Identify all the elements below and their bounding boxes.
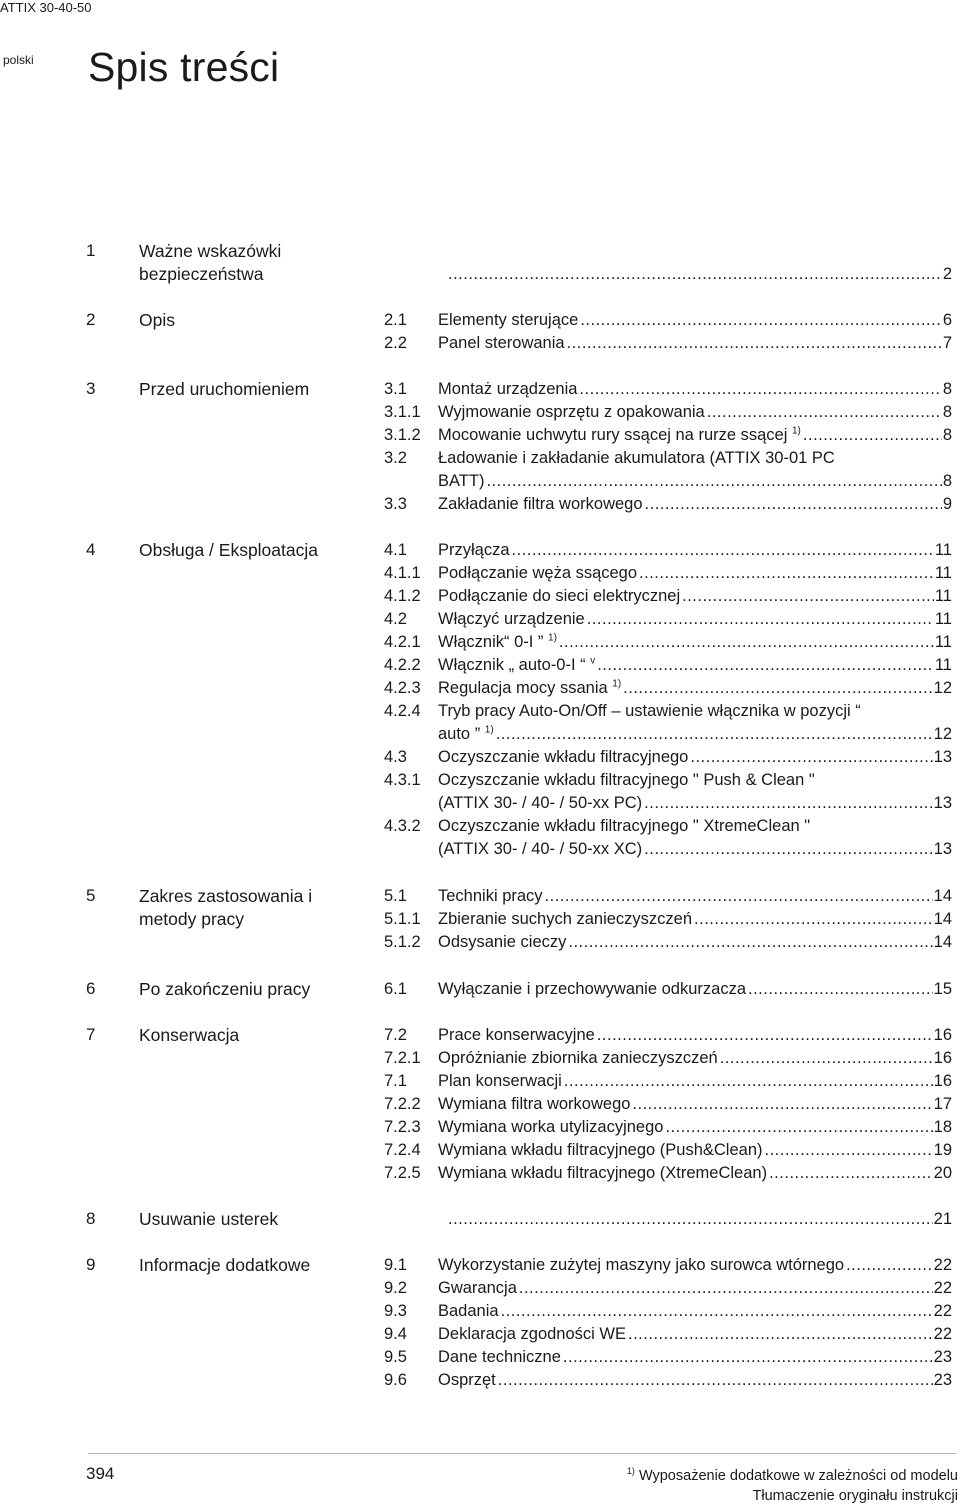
entry-leader (438, 493, 952, 516)
entry-page: 14 (933, 910, 952, 928)
toc-entry[interactable] (384, 447, 952, 470)
entry-page: 22 (933, 1256, 952, 1274)
entry-page: 8 (942, 472, 952, 490)
entry-text: Panel sterowania (438, 334, 565, 352)
entry-number: 4.3.2 (384, 817, 421, 835)
entry-leader (438, 1346, 952, 1369)
chapter-entries (384, 1024, 952, 1185)
entry-page: 11 (934, 656, 952, 674)
dot-leader (580, 309, 941, 332)
entry-number: 9.2 (384, 1279, 407, 1297)
entry-text: Prace konserwacyjne (438, 1026, 595, 1044)
footnote-line (627, 1466, 958, 1486)
toc-entry[interactable] (384, 769, 952, 792)
chapter-title[interactable]: Zakres zastosowania i metody pracy (139, 886, 313, 929)
entry-number: 5.1 (384, 887, 407, 905)
entry-page: 16 (933, 1072, 952, 1090)
chapter-entries (384, 978, 952, 1001)
entry-text: Mocowanie uchwytu rury ssącej na rurze ssącej (438, 426, 788, 444)
dot-leader (644, 792, 932, 815)
entry-number: 3.1.1 (384, 403, 421, 421)
dot-leader (579, 378, 941, 401)
entry-leader (438, 908, 952, 931)
entry-text: Oczyszczanie wkładu filtracyjnego " Push & Clean " (438, 771, 815, 789)
toc-entry[interactable] (384, 1277, 952, 1300)
entry-page: 11 (934, 541, 952, 559)
dot-leader (496, 723, 933, 746)
chapter-entries (384, 885, 952, 954)
entry-text: Deklaracja zgodności WE (438, 1325, 626, 1343)
chapter-title[interactable]: Po zakończeniu pracy (139, 979, 311, 999)
entry-page: 9 (942, 495, 952, 513)
language-label: polski (3, 53, 34, 67)
entry-number: 4.2 (384, 610, 407, 628)
entry-number: 4.1.1 (384, 564, 421, 582)
entry-page: 23 (933, 1348, 952, 1366)
entry-page: 21 (933, 1210, 952, 1228)
toc-entry[interactable] (384, 1047, 952, 1070)
entry-number: 3.1 (384, 380, 407, 398)
dot-leader (690, 746, 932, 769)
dot-leader (748, 978, 933, 1001)
chapter-title[interactable]: Przed uruchomieniem (139, 379, 310, 399)
entry-leader (438, 1277, 952, 1300)
entry-number: 7.2.4 (384, 1141, 421, 1159)
entry-number: 6.1 (384, 980, 407, 998)
toc-entry[interactable] (384, 309, 952, 332)
toc-entry[interactable] (384, 746, 952, 769)
chapter-number: 6 (86, 979, 96, 998)
entry-text: Włączyć urządzenie (438, 610, 585, 628)
toc-entry[interactable] (384, 1369, 952, 1392)
entry-leader (438, 1369, 952, 1392)
entry-text: Opróżnianie zbiornika zanieczyszczeń (438, 1049, 718, 1067)
entry-text: Włącznik“ 0-I ” (438, 633, 544, 651)
entry-leader (438, 746, 952, 769)
entry-number: 4.2.2 (384, 656, 421, 674)
entry-page: 13 (933, 748, 952, 766)
entry-page: 13 (933, 794, 952, 812)
entry-page: 17 (933, 1095, 952, 1113)
chapter-entries (384, 263, 952, 286)
entry-page: 14 (933, 887, 952, 905)
entry-text: Przyłącza (438, 541, 510, 559)
chapter-number: 5 (86, 886, 96, 905)
dot-leader (707, 401, 942, 424)
entry-page: 19 (933, 1141, 952, 1159)
dot-leader (545, 885, 933, 908)
toc-entry[interactable] (384, 539, 952, 562)
entry-leader (438, 332, 952, 355)
toc-entry[interactable] (384, 1300, 952, 1323)
entry-number: 4.1 (384, 541, 407, 559)
entry-text: Wymiana filtra workowego (438, 1095, 631, 1113)
toc-entry[interactable] (384, 332, 952, 355)
entry-number: 7.1 (384, 1072, 407, 1090)
dot-leader (519, 1277, 933, 1300)
chapter-number: 2 (86, 310, 96, 329)
toc-entry[interactable] (384, 1093, 952, 1116)
entry-number: 7.2.5 (384, 1164, 421, 1182)
dot-leader (694, 908, 933, 931)
chapter-number: 4 (86, 540, 96, 559)
entry-page: 11 (934, 610, 952, 628)
chapter-entries (384, 539, 952, 861)
entry-text: Odsysanie cieczy (438, 933, 567, 951)
dot-leader (564, 1070, 933, 1093)
toc-entry[interactable] (384, 585, 952, 608)
entry-leader (438, 1139, 952, 1162)
entry-leader (438, 978, 952, 1001)
entry-leader (438, 309, 952, 332)
entry-page: 11 (934, 587, 952, 605)
entry-page: 16 (933, 1049, 952, 1067)
entry-number: 4.2.4 (384, 702, 421, 720)
entry-text: Wykorzystanie zużytej maszyny jako surowca wtórnego (438, 1256, 845, 1274)
product-name: ATTIX 30-40-50 (0, 0, 92, 15)
entry-number: 4.2.3 (384, 679, 421, 697)
entry-text: Elementy sterujące (438, 311, 579, 329)
entry-page: 11 (934, 633, 952, 651)
entry-page: 12 (933, 679, 952, 697)
entry-leader (438, 1323, 952, 1346)
chapter-entries (384, 1208, 952, 1231)
chapter-number: 3 (86, 379, 96, 398)
dot-leader (632, 1093, 932, 1116)
chapter-number: 8 (86, 1209, 96, 1228)
entry-leader (438, 1300, 952, 1323)
entry-leader (438, 723, 952, 746)
entry-page: 11 (934, 564, 952, 582)
entry-footnote-marker: 1) (792, 425, 801, 437)
chapter-title[interactable]: Opis (139, 310, 175, 330)
toc-entry[interactable] (384, 1162, 952, 1185)
footnote-text: Wyposażenie dodatkowe w zależności od modelu (638, 1468, 958, 1484)
entry-leader (446, 1208, 952, 1231)
page-title: Spis treści (88, 44, 280, 90)
entry-page: 18 (933, 1118, 952, 1136)
entry-page: 23 (933, 1371, 952, 1389)
entry-number: 3.1.2 (384, 426, 421, 444)
dot-leader (587, 608, 934, 631)
chapter-title[interactable]: Usuwanie usterek (139, 1209, 279, 1229)
dot-leader (769, 1162, 933, 1185)
chapter-entries (384, 378, 952, 516)
dot-leader (563, 1346, 933, 1369)
entry-leader (438, 931, 952, 954)
entry-text: Oczyszczanie wkładu filtracyjnego " XtremeClean " (438, 817, 811, 835)
toc-entry[interactable] (384, 401, 952, 424)
toc-entry[interactable] (384, 1254, 952, 1277)
chapter-entries (384, 1254, 952, 1392)
entry-page: 22 (933, 1279, 952, 1297)
entry-footnote-marker: 1) (548, 632, 557, 644)
entry-leader (438, 424, 952, 447)
page-number: 394 (86, 1464, 115, 1483)
entry-leader (438, 1254, 952, 1277)
entry-text: Podłączanie do sieci elektrycznej (438, 587, 681, 605)
chapter-number: 7 (86, 1025, 96, 1044)
entry-text: BATT) (438, 472, 485, 490)
toc-entry[interactable] (384, 608, 952, 631)
toc-entry[interactable] (384, 1323, 952, 1346)
entry-leader (438, 608, 952, 631)
dot-leader (644, 838, 932, 861)
entry-text: Ładowanie i zakładanie akumulatora (ATTIX 30-01 PC (438, 449, 835, 467)
chapter-entries (384, 309, 952, 355)
chapter-title[interactable]: Ważne wskazówki bezpieczeństwa (139, 241, 282, 284)
toc-entry[interactable] (384, 562, 952, 585)
entry-number: 7.2 (384, 1026, 407, 1044)
entry-number: 9.5 (384, 1348, 407, 1366)
entry-page: 6 (942, 311, 952, 329)
dot-leader (486, 470, 941, 493)
entry-text: Wyjmowanie osprzętu z opakowania (438, 403, 705, 421)
entry-leader (438, 838, 952, 861)
entry-text: Techniki pracy (438, 887, 543, 905)
dot-leader (628, 1323, 933, 1346)
toc-entry[interactable] (384, 1024, 952, 1047)
entry-footnote-marker: 1) (484, 724, 494, 736)
entry-page: 7 (942, 334, 952, 352)
entry-text: Zbieranie suchych zanieczyszczeń (438, 910, 693, 928)
entry-leader (438, 562, 952, 585)
entry-footnote-marker: 1) (612, 678, 622, 690)
toc-entry[interactable] (384, 1346, 952, 1369)
entry-page: 22 (933, 1325, 952, 1343)
entry-page: 20 (933, 1164, 952, 1182)
toc-entry[interactable] (384, 1070, 952, 1093)
toc-entry[interactable] (384, 424, 952, 447)
toc-entry[interactable] (384, 978, 952, 1001)
translation-note: Tłumaczenie oryginału instrukcji (752, 1488, 958, 1504)
entry-page: 8 (942, 403, 952, 421)
entry-leader (438, 539, 952, 562)
toc-entry[interactable] (384, 885, 952, 908)
entry-text: Podłączanie węża ssącego (438, 564, 638, 582)
entry-leader (438, 401, 952, 424)
entry-number: 3.3 (384, 495, 407, 513)
entry-number: 9.1 (384, 1256, 407, 1274)
chapter-number: 9 (86, 1255, 96, 1274)
toc-entry[interactable] (384, 470, 952, 493)
dot-leader (645, 493, 942, 516)
chapter-title[interactable]: Konserwacja (139, 1025, 240, 1045)
entry-number: 3.2 (384, 449, 407, 467)
entry-page: 22 (933, 1302, 952, 1320)
chapter-title[interactable]: Informacje dodatkowe (139, 1255, 311, 1275)
entry-footnote-marker: v (590, 655, 596, 667)
entry-number: 9.4 (384, 1325, 407, 1343)
toc-entry[interactable] (384, 931, 952, 954)
entry-leader (446, 263, 952, 286)
entry-text: Wymiana worka utylizacyjnego (438, 1118, 664, 1136)
toc-entry[interactable] (384, 838, 952, 861)
entry-leader (438, 677, 952, 700)
dot-leader (720, 1047, 933, 1070)
toc-entry[interactable] (384, 723, 952, 746)
entry-text: Osprzęt (438, 1371, 496, 1389)
toc-entry[interactable] (384, 908, 952, 931)
dot-leader (803, 424, 942, 447)
toc-entry[interactable] (384, 493, 952, 516)
entry-text: (ATTIX 30- / 40- / 50-xx PC) (438, 794, 643, 812)
entry-number: 4.2.1 (384, 633, 421, 651)
entry-page: 8 (942, 426, 952, 444)
entry-text: Wyłączanie i przechowywanie odkurzacza (438, 980, 746, 998)
entry-text: Regulacja mocy ssania (438, 679, 608, 697)
entry-number: 7.2.3 (384, 1118, 421, 1136)
dot-leader (501, 1300, 933, 1323)
toc-entry[interactable] (384, 654, 952, 677)
toc-entry[interactable] (384, 815, 952, 838)
entry-number: 9.6 (384, 1371, 407, 1389)
entry-number: 2.1 (384, 311, 407, 329)
entry-number: 4.3 (384, 748, 407, 766)
dot-leader (597, 654, 934, 677)
footnote-marker: 1) (626, 1466, 635, 1477)
entry-leader (438, 885, 952, 908)
entry-text: Zakładanie filtra workowego (438, 495, 643, 513)
entry-page: 16 (933, 1026, 952, 1044)
dot-leader (665, 1116, 932, 1139)
entry-text: Tryb pracy Auto-On/Off – ustawienie włącznika w pozycji “ (438, 702, 861, 720)
entry-text: Włącznik „ auto-0-I “ (438, 656, 586, 674)
entry-page: 12 (933, 725, 952, 743)
entry-page: 13 (933, 840, 952, 858)
entry-number: 5.1.1 (384, 910, 421, 928)
dot-leader (597, 1024, 933, 1047)
entry-text: Dane techniczne (438, 1348, 561, 1366)
dot-leader (448, 1208, 933, 1231)
dot-leader (568, 931, 932, 954)
toc-entry[interactable] (384, 1208, 952, 1231)
entry-page: 2 (942, 265, 952, 283)
entry-number: 5.1.2 (384, 933, 421, 951)
entry-text: Plan konserwacji (438, 1072, 562, 1090)
footer-divider (88, 1453, 956, 1454)
toc-entry[interactable] (384, 378, 952, 401)
entry-leader (438, 378, 952, 401)
entry-number: 4.1.2 (384, 587, 421, 605)
entry-leader (438, 1162, 952, 1185)
footnote (627, 1466, 958, 1506)
dot-leader (567, 332, 942, 355)
dot-leader (765, 1139, 933, 1162)
entry-text: Wymiana wkładu filtracyjnego (XtremeClean) (438, 1164, 768, 1182)
entry-text: auto ” (438, 725, 481, 743)
dot-leader (448, 263, 942, 286)
entry-leader (438, 1047, 952, 1070)
toc-entry[interactable] (384, 263, 952, 286)
chapter-number: 1 (86, 241, 96, 260)
dot-leader (498, 1369, 933, 1392)
entry-text: Badania (438, 1302, 499, 1320)
toc-entry[interactable] (384, 792, 952, 815)
entry-number: 7.2.1 (384, 1049, 421, 1067)
dot-leader (623, 677, 932, 700)
entry-text: (ATTIX 30- / 40- / 50-xx XC) (438, 840, 643, 858)
entry-text: Gwarancja (438, 1279, 517, 1297)
chapter-title[interactable]: Obsługa / Eksploatacja (139, 540, 318, 560)
entry-text: Oczyszczanie wkładu filtracyjnego (438, 748, 689, 766)
toc-entry[interactable] (384, 631, 952, 654)
entry-leader (438, 654, 952, 677)
entry-number: 9.3 (384, 1302, 407, 1320)
dot-leader (512, 539, 934, 562)
dot-leader (682, 585, 934, 608)
dot-leader (559, 631, 934, 654)
entry-leader (438, 1093, 952, 1116)
toc-entry[interactable] (384, 1139, 952, 1162)
entry-text: Wymiana wkładu filtracyjnego (Push&Clean) (438, 1141, 763, 1159)
entry-leader (438, 1116, 952, 1139)
entry-page: 14 (933, 933, 952, 951)
entry-leader (438, 1024, 952, 1047)
entry-leader (438, 631, 952, 654)
dot-leader (846, 1254, 933, 1277)
entry-number: 7.2.2 (384, 1095, 421, 1113)
toc-entry[interactable] (384, 1116, 952, 1139)
entry-page: 8 (942, 380, 952, 398)
entry-page: 15 (933, 980, 952, 998)
entry-number: 2.2 (384, 334, 407, 352)
entry-number: 4.3.1 (384, 771, 421, 789)
entry-text: Montaż urządzenia (438, 380, 578, 398)
entry-leader (438, 792, 952, 815)
toc-entry[interactable] (384, 677, 952, 700)
entry-leader (438, 585, 952, 608)
toc-entry[interactable] (384, 700, 952, 723)
entry-leader (438, 1070, 952, 1093)
entry-leader (438, 470, 952, 493)
dot-leader (639, 562, 934, 585)
